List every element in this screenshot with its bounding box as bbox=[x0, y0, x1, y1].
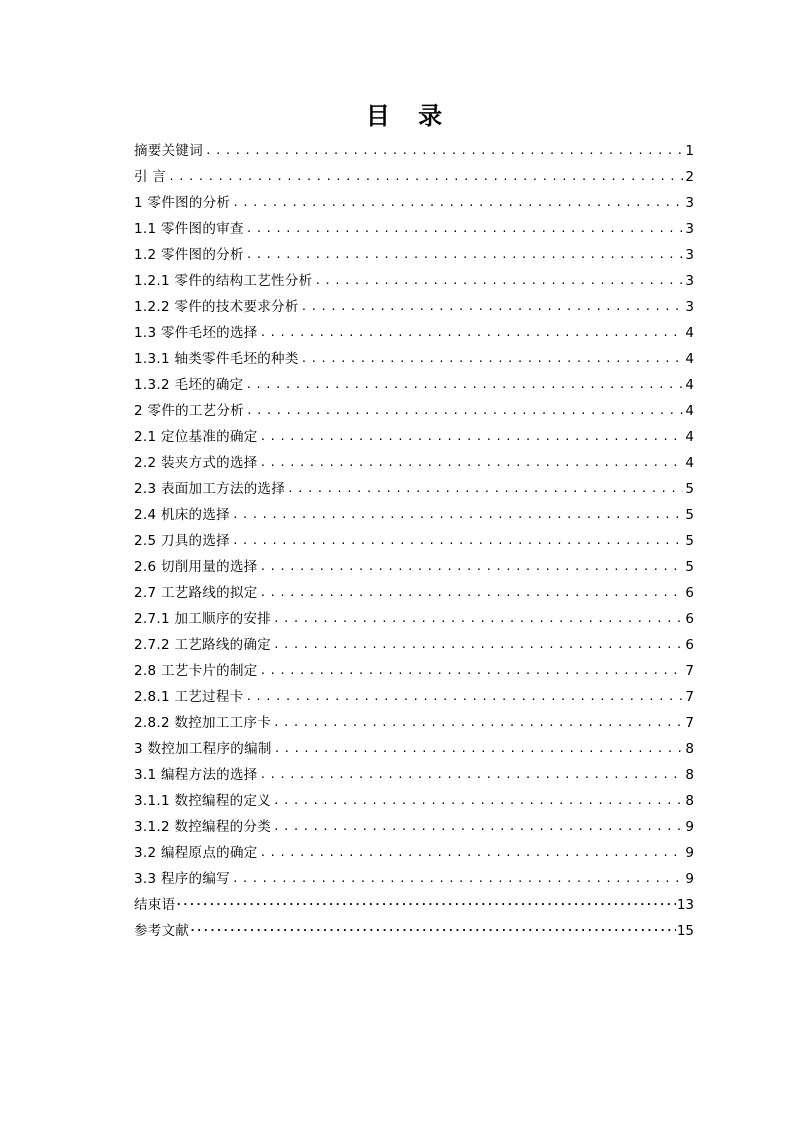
toc-entry bbox=[134, 316, 694, 342]
toc-entry-page: 9 bbox=[685, 871, 694, 887]
toc-entry-page: 7 bbox=[685, 689, 694, 705]
toc-entry-page: 6 bbox=[685, 585, 694, 601]
toc-entry-label: 2.3 表面加工方法的选择 bbox=[134, 481, 286, 497]
toc-dot-leader bbox=[232, 506, 683, 524]
toc-entry-page: 9 bbox=[685, 845, 694, 861]
toc-dot-leader bbox=[175, 896, 675, 914]
toc-dot-leader bbox=[246, 220, 684, 238]
toc-entry bbox=[134, 628, 694, 654]
toc-entry bbox=[134, 680, 694, 706]
toc-entry-page: 4 bbox=[685, 455, 694, 471]
toc-dot-leader bbox=[232, 870, 683, 888]
toc-entry-page: 2 bbox=[685, 169, 694, 185]
toc-entry-page: 4 bbox=[685, 325, 694, 341]
toc-dot-leader bbox=[314, 272, 683, 290]
toc-dot-leader bbox=[245, 376, 683, 394]
toc-entry bbox=[134, 186, 694, 212]
toc-dot-leader bbox=[273, 636, 683, 654]
toc-entry-label: 2.6 切削用量的选择 bbox=[134, 559, 258, 575]
toc-entry-page: 9 bbox=[685, 819, 694, 835]
toc-entry-label: 2.2 装夹方式的选择 bbox=[134, 455, 258, 471]
toc-entry bbox=[134, 446, 694, 472]
toc-entry bbox=[134, 472, 694, 498]
toc-entry bbox=[134, 784, 694, 810]
toc-dot-leader bbox=[273, 714, 683, 732]
toc-entry-label: 3 数控加工程序的编制 bbox=[134, 741, 272, 757]
toc-entry-label: 2.1 定位基准的确定 bbox=[134, 429, 258, 445]
toc-entry-label: 2.7 工艺路线的拟定 bbox=[134, 585, 258, 601]
toc-entry bbox=[134, 342, 694, 368]
toc-entry bbox=[134, 836, 694, 862]
toc-title: 目 录 bbox=[365, 102, 453, 130]
toc-entry bbox=[134, 914, 694, 940]
toc-entry bbox=[134, 134, 694, 160]
toc-entry bbox=[134, 602, 694, 628]
toc-dot-leader bbox=[273, 610, 683, 628]
toc-entry-page: 1 bbox=[685, 143, 694, 159]
toc-entry-label: 1.3.1 轴类零件毛坯的种类 bbox=[134, 351, 299, 367]
toc-entry-label: 1 零件图的分析 bbox=[134, 195, 231, 211]
toc-entry-label: 3.1 编程方法的选择 bbox=[134, 767, 258, 783]
toc-entry-page: 5 bbox=[685, 507, 694, 523]
toc-entry-label: 2.8 工艺卡片的制定 bbox=[134, 663, 258, 679]
toc-entry-label: 结束语 bbox=[134, 897, 176, 913]
toc-entry-page: 4 bbox=[685, 429, 694, 445]
toc-entry-label: 2.7.2 工艺路线的确定 bbox=[134, 637, 272, 653]
toc-dot-leader bbox=[260, 324, 684, 342]
toc-dot-leader bbox=[260, 844, 684, 862]
toc-entry-label: 2.8.1 工艺过程卡 bbox=[134, 689, 244, 705]
toc-dot-leader bbox=[168, 168, 683, 186]
toc-entry-page: 3 bbox=[685, 273, 694, 289]
toc-entry-label: 3.2 编程原点的确定 bbox=[134, 845, 258, 861]
toc-entry bbox=[134, 264, 694, 290]
toc-entry bbox=[134, 368, 694, 394]
toc-entry-page: 6 bbox=[685, 611, 694, 627]
toc-entry bbox=[134, 524, 694, 550]
toc-entry bbox=[134, 706, 694, 732]
toc-dot-leader bbox=[301, 298, 684, 316]
toc-entry-page: 8 bbox=[685, 767, 694, 783]
toc-entry bbox=[134, 758, 694, 784]
toc-entry-page: 8 bbox=[685, 793, 694, 809]
toc-dot-leader bbox=[246, 402, 683, 420]
toc-entry-label: 3.1.2 数控编程的分类 bbox=[134, 819, 272, 835]
toc-entry-label: 1.1 零件图的审查 bbox=[134, 221, 244, 237]
toc-entry bbox=[134, 888, 694, 914]
toc-entry bbox=[134, 810, 694, 836]
toc-entry-page: 3 bbox=[685, 247, 694, 263]
toc-dot-leader bbox=[205, 142, 683, 160]
toc-entry bbox=[134, 576, 694, 602]
toc-entry bbox=[134, 732, 694, 758]
toc-entry-label: 3.3 程序的编写 bbox=[134, 871, 230, 887]
toc-dot-leader bbox=[301, 350, 684, 368]
toc-entry-page: 15 bbox=[676, 923, 694, 939]
toc-entry-page: 7 bbox=[685, 663, 694, 679]
toc-entry-label: 1.3.2 毛坯的确定 bbox=[134, 377, 244, 393]
toc-entry bbox=[134, 550, 694, 576]
toc-entry-label: 3.1.1 数控编程的定义 bbox=[134, 793, 272, 809]
toc-entry-page: 7 bbox=[685, 715, 694, 731]
toc-entry-label: 引 言 bbox=[134, 169, 167, 185]
toc-entry-label: 摘要关键词 bbox=[134, 143, 203, 159]
toc-dot-leader bbox=[246, 246, 684, 264]
toc-dot-leader bbox=[260, 558, 684, 576]
toc-dot-leader bbox=[273, 818, 683, 836]
toc-entry-page: 5 bbox=[685, 481, 694, 497]
toc-dot-leader bbox=[260, 584, 684, 602]
toc-entry-page: 3 bbox=[685, 299, 694, 315]
toc-entry-label: 2.7.1 加工顺序的安排 bbox=[134, 611, 272, 627]
toc-dot-leader bbox=[245, 688, 683, 706]
toc-entry-page: 5 bbox=[685, 559, 694, 575]
toc-entry bbox=[134, 654, 694, 680]
toc-entry-page: 3 bbox=[685, 195, 694, 211]
toc-entry-page: 3 bbox=[685, 221, 694, 237]
toc-entry-label: 1.2.2 零件的技术要求分析 bbox=[134, 299, 299, 315]
toc-dot-leader bbox=[260, 428, 684, 446]
toc-dot-leader bbox=[287, 480, 683, 498]
toc-entry bbox=[134, 498, 694, 524]
toc-entry bbox=[134, 290, 694, 316]
toc-entry bbox=[134, 238, 694, 264]
toc-entry bbox=[134, 394, 694, 420]
toc-entry bbox=[134, 212, 694, 238]
toc-dot-leader bbox=[232, 194, 683, 212]
toc-dot-leader bbox=[189, 922, 676, 940]
toc-entry bbox=[134, 160, 694, 186]
toc-entry-page: 6 bbox=[685, 637, 694, 653]
toc-entry-label: 参考文献 bbox=[134, 923, 190, 939]
toc-entry-page: 8 bbox=[685, 741, 694, 757]
toc-entry bbox=[134, 420, 694, 446]
toc-entry-page: 4 bbox=[685, 403, 694, 419]
toc-dot-leader bbox=[260, 454, 684, 472]
toc-entry-label: 2.8.2 数控加工工序卡 bbox=[134, 715, 272, 731]
toc-entry-page: 13 bbox=[676, 897, 694, 913]
toc-dot-leader bbox=[260, 662, 684, 680]
toc-entry-label: 1.2.1 零件的结构工艺性分析 bbox=[134, 273, 313, 289]
toc-entry-label: 2 零件的工艺分析 bbox=[134, 403, 245, 419]
toc-dot-leader bbox=[260, 766, 684, 784]
toc-entry-label: 2.5 刀具的选择 bbox=[134, 533, 230, 549]
toc-entry-page: 5 bbox=[685, 533, 694, 549]
toc-dot-leader bbox=[274, 740, 684, 758]
toc-entry-page: 4 bbox=[685, 351, 694, 367]
toc-dot-leader bbox=[232, 532, 683, 550]
toc-entry-label: 1.2 零件图的分析 bbox=[134, 247, 244, 263]
toc-dot-leader bbox=[273, 792, 683, 810]
toc-entry bbox=[134, 862, 694, 888]
toc-entry-label: 2.4 机床的选择 bbox=[134, 507, 230, 523]
toc-entry-label: 1.3 零件毛坯的选择 bbox=[134, 325, 258, 341]
table-of-contents bbox=[134, 134, 694, 940]
toc-entry-page: 4 bbox=[685, 377, 694, 393]
